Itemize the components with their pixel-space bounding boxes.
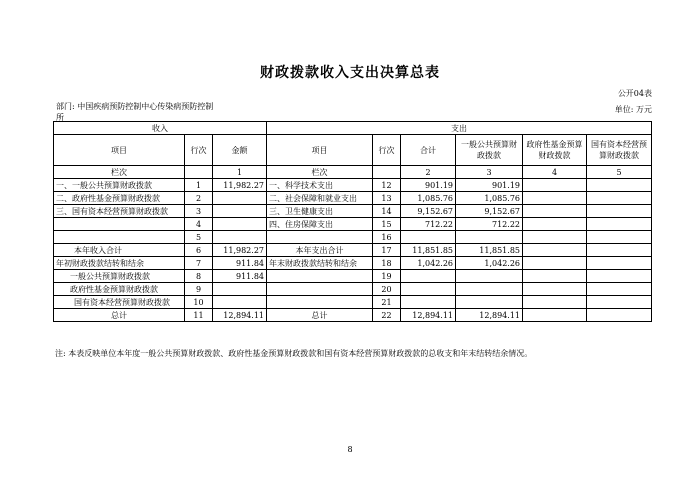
expense-rowno-cell: 19 xyxy=(373,270,401,283)
state-capital-header: 国有资本经营预算财政拨款 xyxy=(587,135,652,166)
expense-rowno-cell: 16 xyxy=(373,231,401,244)
income-item-cell: 三、国有资本经营预算财政拨款 xyxy=(54,205,185,218)
expense-item-cell: 本年支出合计 xyxy=(267,244,373,257)
expense-total-cell: 1,042.26 xyxy=(401,257,456,270)
expense-rowno-cell: 21 xyxy=(373,296,401,309)
general-budget-cell: 11,851.85 xyxy=(456,244,523,257)
income-item-cell: 总计 xyxy=(54,309,185,322)
page-number: 8 xyxy=(347,445,353,454)
state-capital-cell xyxy=(587,179,652,192)
income-header: 收入 xyxy=(54,122,267,135)
general-budget-cell xyxy=(456,231,523,244)
general-budget-cell: 712.22 xyxy=(456,218,523,231)
income-rowno-cell: 8 xyxy=(185,270,213,283)
income-rowno-cell: 3 xyxy=(185,205,213,218)
gov-fund-cell xyxy=(523,192,587,205)
col-index-3: 3 xyxy=(456,166,523,179)
income-item-cell: 国有资本经营预算财政拨款 xyxy=(54,296,185,309)
header-row-1 xyxy=(54,122,652,135)
income-rowno-cell: 9 xyxy=(185,283,213,296)
table-row xyxy=(54,244,652,257)
expense-total-cell: 12,894.11 xyxy=(401,309,456,322)
state-capital-cell xyxy=(587,231,652,244)
state-capital-cell xyxy=(587,270,652,283)
state-capital-cell xyxy=(587,244,652,257)
table-row xyxy=(54,309,652,322)
expense-total-cell: 11,851.85 xyxy=(401,244,456,257)
expense-item-cell xyxy=(267,296,373,309)
general-budget-cell xyxy=(456,296,523,309)
state-capital-cell xyxy=(587,192,652,205)
income-rowno-cell: 7 xyxy=(185,257,213,270)
income-rowno-cell: 6 xyxy=(185,244,213,257)
general-budget-cell: 12,894.11 xyxy=(456,309,523,322)
table-row xyxy=(54,192,652,205)
gov-fund-cell xyxy=(523,179,587,192)
expense-total-cell xyxy=(401,296,456,309)
expense-rowno-cell: 12 xyxy=(373,179,401,192)
expense-item-cell: 年末财政拨款结转和结余 xyxy=(267,257,373,270)
income-rowno-cell: 4 xyxy=(185,218,213,231)
expense-rowno-cell: 17 xyxy=(373,244,401,257)
income-item-cell: 年初财政拨款结转和结余 xyxy=(54,257,185,270)
header-row-2 xyxy=(54,135,652,166)
expense-item-cell xyxy=(267,270,373,283)
col-index-blank-2 xyxy=(373,166,401,179)
expense-rowno-cell: 18 xyxy=(373,257,401,270)
gov-fund-cell xyxy=(523,257,587,270)
general-budget-cell xyxy=(456,270,523,283)
income-item-cell xyxy=(54,218,185,231)
expense-total-cell: 9,152.67 xyxy=(401,205,456,218)
unit-label: 单位: 万元 xyxy=(614,105,652,114)
col-index-5: 5 xyxy=(587,166,652,179)
income-item-cell: 一、一般公共预算财政拨款 xyxy=(54,179,185,192)
expense-total-header: 合计 xyxy=(401,135,456,166)
expense-rowno-cell: 22 xyxy=(373,309,401,322)
state-capital-cell xyxy=(587,309,652,322)
state-capital-cell xyxy=(587,218,652,231)
income-item-cell: 一般公共预算财政拨款 xyxy=(54,270,185,283)
general-budget-cell: 1,085.76 xyxy=(456,192,523,205)
gov-fund-cell xyxy=(523,244,587,257)
expense-item-cell: 总计 xyxy=(267,309,373,322)
general-budget-header: 一般公共预算财政拨款 xyxy=(456,135,523,166)
col-index-label-2: 栏次 xyxy=(267,166,373,179)
gov-fund-cell xyxy=(523,218,587,231)
gov-fund-cell xyxy=(523,283,587,296)
expense-rowno-cell: 20 xyxy=(373,283,401,296)
expense-item-cell: 一、科学技术支出 xyxy=(267,179,373,192)
income-amount-cell xyxy=(213,218,267,231)
expense-rowno-cell: 13 xyxy=(373,192,401,205)
income-amount-cell xyxy=(213,283,267,296)
gov-fund-cell xyxy=(523,309,587,322)
table-row xyxy=(54,296,652,309)
page-title: 财政拨款收入支出决算总表 xyxy=(260,65,440,81)
income-item-header: 项目 xyxy=(54,135,185,166)
table-row xyxy=(54,270,652,283)
state-capital-cell xyxy=(587,296,652,309)
general-budget-cell: 1,042.26 xyxy=(456,257,523,270)
income-item-cell: 政府性基金预算财政拨款 xyxy=(54,283,185,296)
income-amount-cell: 11,982.27 xyxy=(213,179,267,192)
expense-item-cell xyxy=(267,283,373,296)
general-budget-cell: 901.19 xyxy=(456,179,523,192)
state-capital-cell xyxy=(587,283,652,296)
state-capital-cell xyxy=(587,205,652,218)
column-index-row xyxy=(54,166,652,179)
col-index-label: 栏次 xyxy=(54,166,185,179)
expense-item-header: 项目 xyxy=(267,135,373,166)
state-capital-cell xyxy=(587,257,652,270)
income-amount-cell xyxy=(213,296,267,309)
department-label: 部门: 中国疾病预防控制中心传染病预防控制所 xyxy=(56,102,214,122)
income-amount-cell xyxy=(213,231,267,244)
expense-rowno-cell: 14 xyxy=(373,205,401,218)
form-number: 公开04表 xyxy=(617,89,652,98)
expense-item-cell: 四、住房保障支出 xyxy=(267,218,373,231)
income-item-cell: 二、政府性基金预算财政拨款 xyxy=(54,192,185,205)
income-amount-cell: 12,894.11 xyxy=(213,309,267,322)
expense-item-cell: 三、卫生健康支出 xyxy=(267,205,373,218)
income-rowno-cell: 11 xyxy=(185,309,213,322)
table-row xyxy=(54,218,652,231)
income-rowno-cell: 5 xyxy=(185,231,213,244)
table-row xyxy=(54,231,652,244)
gov-fund-header: 政府性基金预算财政拨款 xyxy=(523,135,587,166)
table-row xyxy=(54,283,652,296)
income-amount-cell: 911.84 xyxy=(213,257,267,270)
col-index-1: 1 xyxy=(213,166,267,179)
income-amount-cell: 911.84 xyxy=(213,270,267,283)
footnote: 注: 本表反映单位本年度一般公共预算财政拨款、政府性基金预算财政拨款和国有资本经营预算财政拨款的总收支和年末结转结余情况。 xyxy=(55,349,533,358)
expense-rowno-cell: 15 xyxy=(373,218,401,231)
expense-total-cell xyxy=(401,270,456,283)
gov-fund-cell xyxy=(523,270,587,283)
general-budget-cell xyxy=(456,283,523,296)
income-amount-cell xyxy=(213,192,267,205)
expense-item-cell: 二、社会保障和就业支出 xyxy=(267,192,373,205)
gov-fund-cell xyxy=(523,296,587,309)
income-item-cell xyxy=(54,231,185,244)
expense-total-cell xyxy=(401,231,456,244)
income-rowno-header: 行次 xyxy=(185,135,213,166)
expense-total-cell: 901.19 xyxy=(401,179,456,192)
table-row xyxy=(54,205,652,218)
col-index-2: 2 xyxy=(401,166,456,179)
expense-total-cell: 712.22 xyxy=(401,218,456,231)
expense-total-cell xyxy=(401,283,456,296)
expense-item-cell xyxy=(267,231,373,244)
col-index-4: 4 xyxy=(523,166,587,179)
general-budget-cell: 9,152.67 xyxy=(456,205,523,218)
income-amount-cell xyxy=(213,205,267,218)
expense-total-cell: 1,085.76 xyxy=(401,192,456,205)
expense-rowno-header: 行次 xyxy=(373,135,401,166)
final-accounts-table xyxy=(53,121,652,322)
table-row xyxy=(54,179,652,192)
expense-header: 支出 xyxy=(267,122,652,135)
income-amount-header: 金额 xyxy=(213,135,267,166)
gov-fund-cell xyxy=(523,205,587,218)
income-amount-cell: 11,982.27 xyxy=(213,244,267,257)
income-item-cell: 本年收入合计 xyxy=(54,244,185,257)
gov-fund-cell xyxy=(523,231,587,244)
table-row xyxy=(54,257,652,270)
income-rowno-cell: 2 xyxy=(185,192,213,205)
col-index-blank xyxy=(185,166,213,179)
income-rowno-cell: 1 xyxy=(185,179,213,192)
income-rowno-cell: 10 xyxy=(185,296,213,309)
